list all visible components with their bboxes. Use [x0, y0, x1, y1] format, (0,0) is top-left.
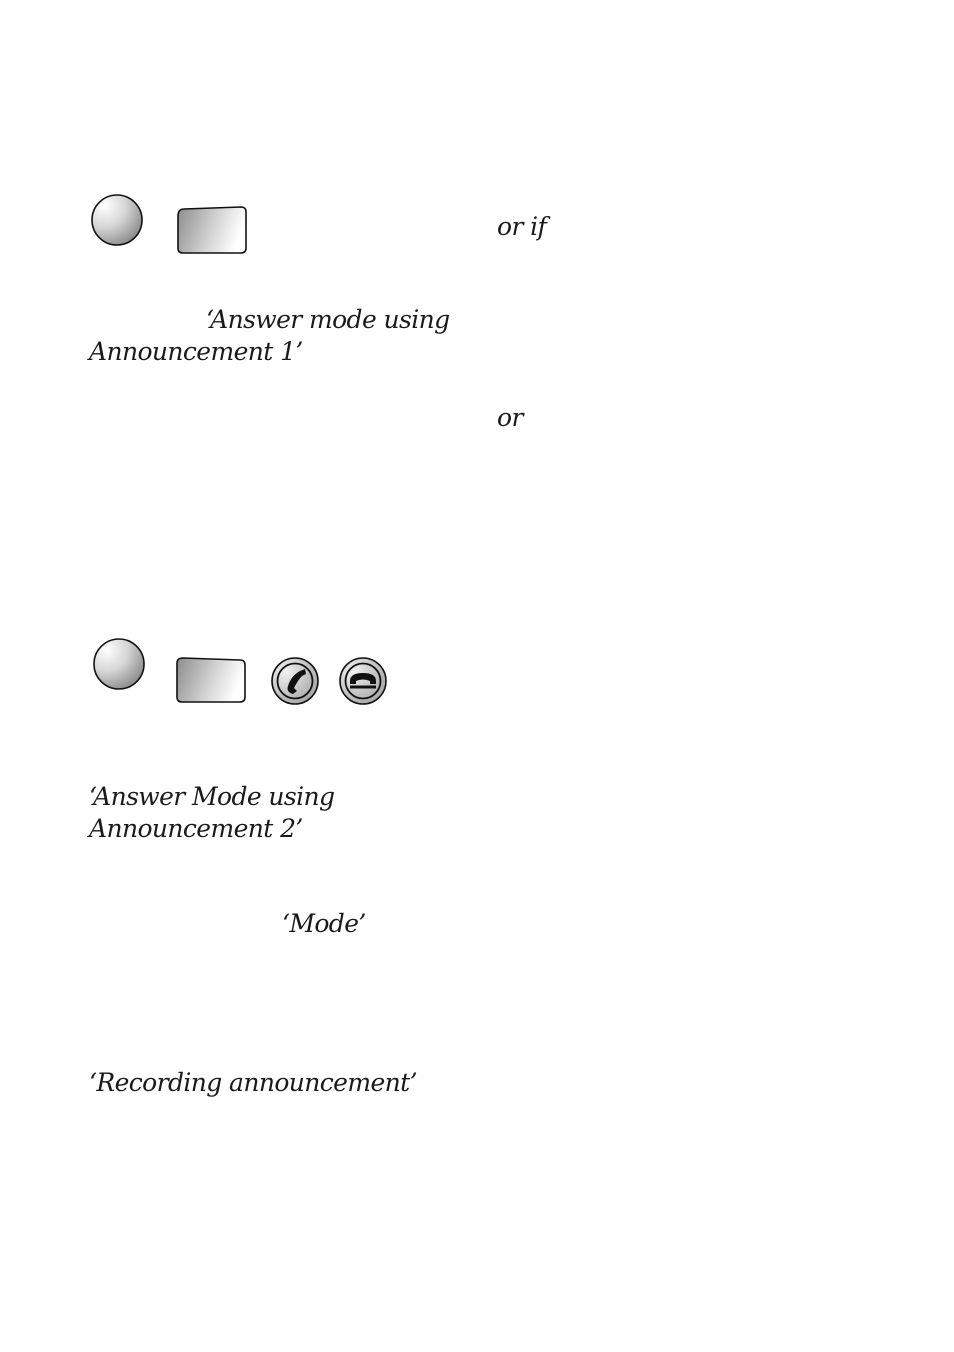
- answer-mode-announcement-2-line1: ‘Answer Mode using: [89, 782, 335, 811]
- answer-mode-announcement-1-line2: Announcement 1’: [89, 337, 303, 366]
- or-text: or: [497, 403, 523, 432]
- round-key-icon: [89, 192, 145, 248]
- recording-announcement-label: ‘Recording announcement’: [89, 1068, 417, 1097]
- rect-key-icon: [174, 655, 249, 705]
- hangup-handset-icon: [338, 656, 388, 706]
- mode-label: ‘Mode’: [282, 909, 366, 938]
- round-key-icon: [91, 636, 147, 692]
- talk-handset-icon: [270, 656, 320, 706]
- answer-mode-announcement-2-line2: Announcement 2’: [89, 814, 303, 843]
- rect-key-icon: [175, 205, 250, 255]
- answer-mode-announcement-1-line1: ‘Answer mode using: [206, 305, 450, 334]
- or-if-text: or if: [497, 212, 547, 241]
